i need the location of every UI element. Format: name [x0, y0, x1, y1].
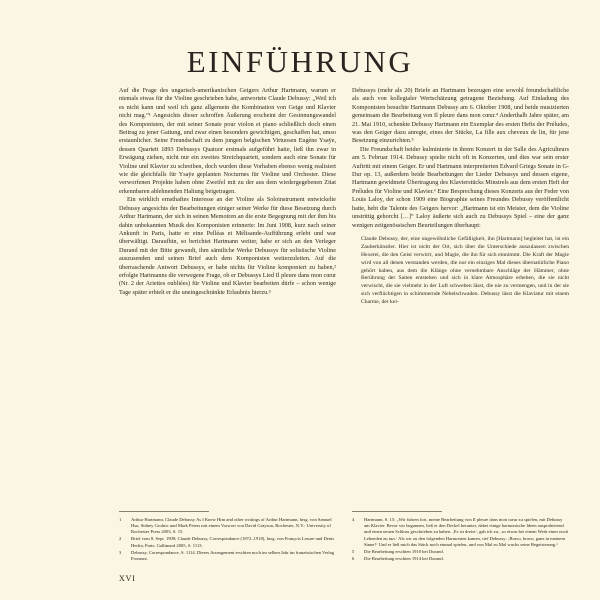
- footnotes-left: [119, 517, 336, 563]
- quote-text: Claude Debussy, der, eine ungewöhnliche Gefälligkeit, ihn [Hartmann] begleitet hat, ist ein Zauberkünstler. Hier ist nicht der Ort, sich über die Unterschiede auszulassen zwischen Hexerei, die den Geist verwirrt, und Magie, die ihn für sich einnimmt. Die Kraft der Magie wird von all denen verstanden werden, die nur ein einziges Mal dieses übernatürliche Piano gehört haben, aus dem die Klänge ohne vernehmbare Anschläge der Hämmer, ohne Berührung der Saiten entstehen und sich in klare Atmosphäre erheben, die sie nicht verwischt, die sie vielmehr in der Luft schweben lässt, die nie zu vermengen, und in der sie sich verflüchtigen in schimmernde Nebelschwaden. Debussy lässt die Klaviatur mit einem Charme, der kei-: [361, 235, 569, 306]
- footnotes-right: [352, 517, 569, 563]
- footnote-rule: [352, 511, 442, 512]
- footnote-text: Brief vom 8. Sept. 1908; Claude Debussy, Correspondance (1872–1918), hrsg. von François Lesure und Denis Herlin, Paris: Gallimard 2005, S. 1113.: [131, 536, 335, 548]
- footnote: [352, 556, 569, 562]
- right-text-column: [352, 87, 569, 307]
- paragraph: Auf die Frage des ungarisch-amerikanischen Geigers Arthur Hartmann, warum er niemals etwas für die Violine geschrieben habe, antwortete Claude Debussy: „Weil ich es nicht kann und weil ich ganz allgemein die Kombination von Geige und Klavier nicht mag.“¹ Angesichts dieser schroffen Äußerung erscheint der Gesinnungswandel des Komponisten, der mit seiner Sonate pour violon et piano schließlich doch einen Beitrag zu jener Gattung, und zwar einen besonders gewichtigen, geschaffen hat, umso erstaunlicher. Seine Freundschaft zu dem jungen belgischen Virtuosen Eugène Ysaÿe, dessen Quartett 1893 Debussys Quatuor erstmals aufgeführt hatte, ließ ihn zwar in Erwägung ziehen, nicht nur ein zweites Streichquartett, sondern auch eine Sonate für Violine und Klavier zu schreiben, doch wurden diese Vorhaben ebenso wenig realisiert wie die gleichfalls für Ysaÿe geplanten Nocturnes für Violine und Orchester. Diese verworfenen Projekte haben ohne Zweifel mit zu der aus dem wiedergegebenen Zitat erkennbaren ablehnenden Haltung beigetragen.: [119, 87, 336, 195]
- footnote-number: 1: [119, 517, 122, 522]
- footnote: [119, 517, 336, 536]
- footnote: [352, 517, 569, 548]
- footnote-text: Arthur Hartmann, Claude Debussy As I Knew Him and other writings of Arthur Hartmann, hrsg. von Samuel Hsu, Sidney Grolnic und Mark Peters mit einem Vorwort von David Grayson, Rochester, N.Y.: University of Rochester Press 2003, S. 15.: [131, 517, 332, 535]
- footnote-number: 6: [352, 555, 355, 561]
- footnote-text: Hartmann, S. 15: „Wir fuhren fort, meine Bearbeitung von Il pleure dans mon cœur zu spielen, mit Debussy am Klavier. Bevor wir begannen, ließ er den Deckel herunter, dabei einige harmonische Ideen ausprobierend und einen neuen Schluss geschrieben zu haben. ‚Es ist dreist‘, gab ich zu, ‚so etwas bei einem Werk eines noch Lebenden zu tun.‘ Als wir zu den folgenden Harmonien kamen, rief Debussy: ‚Bravo, bravo, ganz in meinem Sinne!‘ Und er ließ mich das Stück noch einmal spielen, und von Mal zu Mal wuchs seine Begeisterung.“: [364, 517, 569, 547]
- footnote: [119, 550, 336, 562]
- paragraph: Ein wirklich ernsthaftes Interesse an der Violine als Soloinstrument entwickelte Debussy angesichts der Bearbeitungen einiger seiner Werke für diese Besetzung durch Arthur Hartmann, der sich in seinen Memoiren an die erste Begegnung mit der ihm bis dahin unbekannten Musik des Komponisten erinnerte: Im Juni 1908, kurz nach seiner Ankunft in Paris, hatte er eine Pelléas et Mélisande-Aufführung erlebt und war überwältigt. Daraufhin, so berichtet Hartmann weiter, habe er sich an den Verleger Durand mit der Bitte gewandt, ihm sämtliche Werke Debussys für solistische Violine auszusenden und seinen Brief auch dem Komponisten weiterzuleiten. Auf die überraschende Antwort Debussys, er habe nichts für Violine komponiert zu haben,² erfolgte Hartmanns die verwegene Frage, ob er Debussys Lied Il pleure dans mon cœur (Nr. 2 der Ariettes oubliées) für Violine und Klavier bearbeiten dürfe – schon wenige Tage später erhielt er die uneingeschränkte Erlaubnis hierzu.³: [119, 196, 336, 296]
- footnote-number: 3: [119, 549, 122, 555]
- page-number: XVI: [119, 574, 136, 583]
- footnote: [119, 536, 336, 548]
- footnote-number: 2: [119, 536, 122, 542]
- footnote-number: 4: [352, 517, 355, 522]
- page-title: EINFÜHRUNG: [186, 44, 414, 79]
- paragraph: Debussys (mehr als 20) Briefe an Hartmann bezeugen eine sowohl freundschaftliche als auch von kollegialer Wertschätzung getragene Beziehung. Auf Einladung des Komponisten besuchte Hartmann Debussy am 6. Oktober 1908, und beide musizierten gemeinsam die Bearbeitung von Il pleure dans mon cœur.⁴ Anderthalb Jahre später, am 21. Mai 1910, schenkte Debussy Hartmann ein Exemplar des ersten Hefts der Préludes, was den Geiger dazu anregte, eines der Stücke, La fille aux cheveux de lin, für jene Besetzung einzurichten.⁵: [352, 87, 569, 145]
- footnote-text: Die Bearbeitung erschien 1914 bei Durand.: [364, 555, 444, 561]
- footnote: [352, 549, 569, 555]
- footnote-text: Die Bearbeitung erschien 1910 bei Durand.: [364, 548, 444, 554]
- paragraph: Die Freundschaft beider kulminierte in ihrem Konzert in der Salle des Agriculteurs am 5. Februar 1914. Debussy spielte nicht oft in Konzerten, und dies war sein erster Auftritt mit einem Geiger. Er und Hartmann interpretierten Edvard Griegs Sonate in G-Dur op. 13, außerdem beide Bearbeitungen der Lieder Debussys und dessen eigene, Hartmann gewidmete Übertragung des Klavierstücks Minstrels aus dem ersten Heft der Préludes für Violine und Klavier.⁶ Eine Besprechung dieses Konzerts aus der Feder von Louis Laloy, der schon 1909 eine Biographie seines Freundes Debussy veröffentlicht hatte, hebt die Talente des Geigers hervor: „Hartmann ist ein Meister, dem die Violine unstrittig gehorcht […]“ Laloy äußerte sich auch zu Debussys Spiel – eine der ganz wenigen zeitgenössischen Beurteilungen überhaupt:: [352, 145, 569, 229]
- block-quote: [352, 236, 569, 307]
- left-text-column: [119, 87, 336, 297]
- footnote-rule: [119, 511, 209, 512]
- footnote-text: Debussy, Correspondance, S. 1114. Dieses Arrangement erschien noch im selben Jahr im französischen Verlag Fromont.: [131, 549, 335, 561]
- footnote-number: 5: [352, 548, 355, 554]
